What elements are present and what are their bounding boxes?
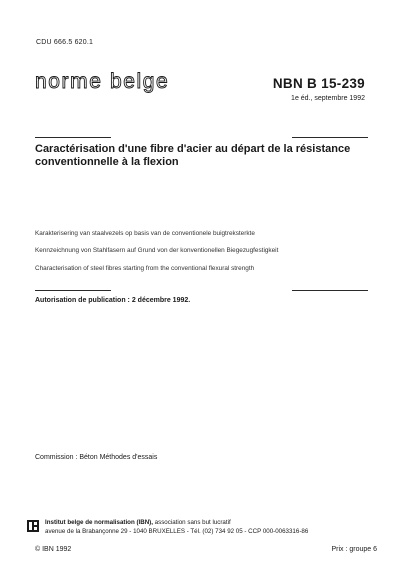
commission-label: Commission : Béton Méthodes d'essais [35,454,158,461]
ibn-logo-icon [27,520,39,532]
publisher-info [45,518,308,536]
title-rule-left [35,137,111,138]
publication-authorization: Autorisation de publication : 2 décembre 1992. [35,297,191,304]
edition-date: 1e éd., septembre 1992 [291,95,365,102]
auth-rule-right [292,290,368,291]
copyright: © IBN 1992 [35,546,72,553]
publisher-status: association sans but lucratif [152,519,231,526]
document-title: Caractérisation d'une fibre d'acier au départ de la résistance conventionnelle à la flexion [35,143,351,168]
publisher-line-1 [45,518,308,527]
title-rule-right [292,137,368,138]
cdu-code: CDU 666.5 620.1 [36,39,94,46]
auth-rule-left [35,290,111,291]
standard-code: NBN B 15-239 [272,76,365,91]
translation-english: Characterisation of steel fibres starting from the conventional flexural strength [35,265,255,272]
publisher-line-2: avenue de la Brabançonne 29 - 1040 BRUXELLES - Tél. (02) 734 92 05 - CCP 000-0063316-86 [45,528,309,535]
publisher-name: Institut belge de normalisation (IBN), [45,519,153,526]
price-group: Prix : groupe 6 [331,546,377,553]
translation-german: Kennzeichnung von Stahlfasern auf Grund von der konventionellen Biegezugfestigkeit [35,247,279,254]
series-name: norme belge [35,70,170,93]
translation-dutch: Karakterisering van staalvezels op basis van de conventionele buigtreksterkte [35,230,255,237]
